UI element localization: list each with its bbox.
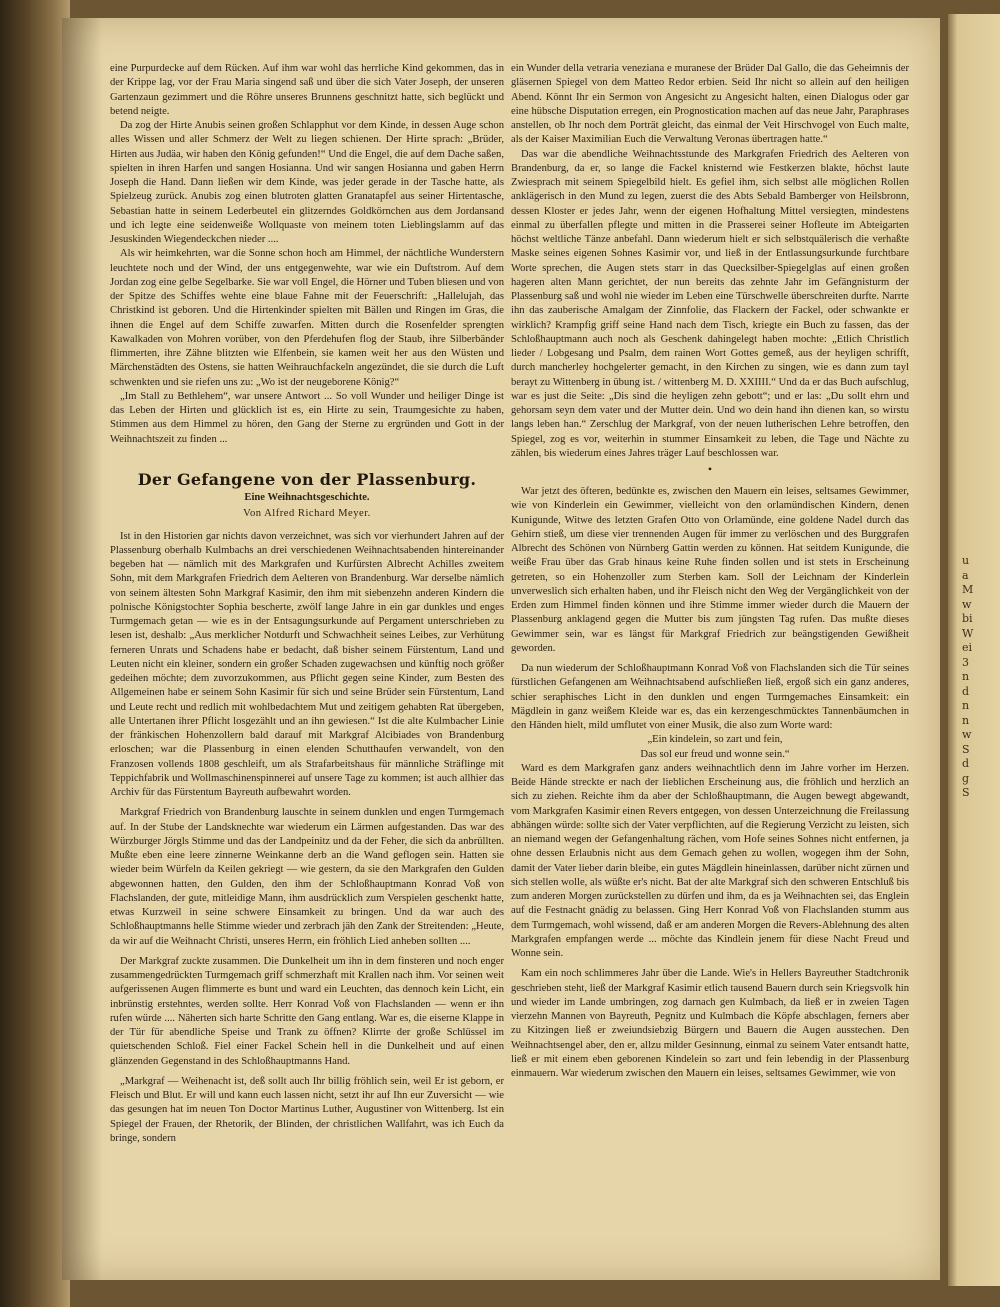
poem [511, 733, 909, 762]
adjacent-page-edge [948, 14, 1000, 1286]
paragraph: Da zog der Hirte Anubis seinen großen Schlapphut vor dem Kinde, in dessen Auge schon alles Wissen und aller Schmerz der Welt zu liegen schienen. Der Hirte sprach: „Brüder, Hirten aus Judäa, wir haben den König gefunden!“ Und die Engel, die auf dem Dache saßen, spielten in ihren Harfen und sangen Hosianna. Und wir sangen Hosianna und gaben Herrn Joseph die Hand. Dann ließen wir dem Kinde, was jeder gerade in der Tasche hatte, als Spielzeug zurück. Anubis zog einen blutroten glatten Granatapfel aus seiner Hirtentasche, Sebastian hatte in seinem Lederbeutel ein glitzerndes Goldkörnchen aus dem Jordansand und ich legte eine seidenweiße Wollquaste von meinem toten Lieblingslamm auf das Jesuskinden Wiegendeckchen nieder .... [110, 120, 504, 245]
edge-fragment: u [962, 554, 970, 567]
paragraph: „Markgraf — Weihenacht ist, deß sollt auch Ihr billig fröhlich sein, weil Er ist geborn, er Fleisch und Blut. Er will und kann euch lassen nicht, setzt ihr auf Ihn eur Zuversicht — wie das gesungen hat im neuen Ton Doctor Martinus Luther, Augustiner von Wittenberg. Ist ein Spiegel der Frauen, der Rhetorik, der Blinden, der christlichen Wallfahrt, was ich Euch da bringe, sondern [110, 1075, 504, 1144]
poem-line: Das sol eur freud und wonne sein.“ [640, 748, 790, 760]
edge-fragment: S [962, 742, 970, 756]
edge-fragment: S [962, 786, 970, 799]
edge-fragment: g [962, 771, 970, 785]
paragraph: „Im Stall zu Bethlehem“, war unsere Antwort ... So voll Wunder und heiliger Dinge ist das Leben der Hirten und glücklich ist es, ein Hirte zu sein, Traumgesichte zu haben, Stimmen aus dem Himmel zu hören, den Gang der Sterne zu ergründen und Gott in der Weihnachtszeit zu finden ... [110, 390, 504, 445]
story-author: Von Alfred Richard Meyer. [243, 508, 371, 520]
paragraph: ein Wunder della vetraria veneziana e muranese der Brüder Dal Gallo, die das Geheimnis der gläsernen Spiegel von dem Matteo Redor erbien. Seid Ihr nicht so allein auf den heiligen Abend. Könnt Ihr ein Sermon von Angesicht zu Angesicht halten, einen Dialogus oder gar eine hübsche Disputation erregen, ein Prognostication machen auf das neue Jahr, Paraphrases anstellen, ob Ihr noch dem Porträt gleicht, das einmal der Veit Hirschvogel von Euch malte, als der Kaiser Maximilian Euch die Verwaltung Veronas übertragen hatte.“ [511, 63, 909, 146]
paragraph: Ist in den Historien gar nichts davon verzeichnet, was sich vor vierhundert Jahren auf der Plassenburg oberhalb Kulmbachs an drei verschiedenen Weihnachtsabenden hintereinander begeben hat — nämlich mit des Markgrafen und Kurfürsten Albrecht Achilles zweitem Sohn, mit dem Markgrafen Friedrich dem Aelteren von Brandenburg. War derselbe nämlich von seinem ältesten Sohn Markgraf Kasimir, den ihm mit siebenzehn anderen Kindern die polnische Königstochter Sophia bescherte, zwölf lange Jahre in ein gar dunkles und enges Turmgemach getan — wie es in der Entsagungsurkunde auf Pergament unterschrieben zu lesen ist, deshalb: „Aus merklicher Notdurft und Schwachheit seines Leibes, zur Verhütung ferneren Unrats und Schadens habe er bedacht, daß bisher seinem Fürstentum, Land und Leuten nicht ein kleiner, sondern ein großer Schaden zugewachsen und künftig noch größer gedeihen möchte; dem zuvorzukommen, aus Pflicht gegen seine Kinder, zum Besten des Allgemeinen habe er seinem Sohn Kasimir für sich und seine Brüder sein Fürstentum, Land und Leute recht und redlich mit wohlbedachtem Mut und zeitigem gehabten Rat übergeben, alle Untertanen ihrer Pflicht losgezählt und an ihn gewiesen.“ Ist die alte Kulmbacher Linie der fränkischen Hohenzollern bald darauf mit Markgraf Alcibiades von Brandenburg erloschen; war die Plassenburg in einen elenden Schutthaufen verwandelt, von den Franzosen vollends 1808 geschleift, um als Strafarbeitshaus für männliche Sträflinge mit Teppichfabrik und Wollmaschinenspinnerei auf unsere Tage zu kommen; ist auch allhier das Archiv für das Fürstentum Bayreuth aufbewahrt worden. [110, 530, 504, 798]
edge-fragment: n [962, 713, 970, 727]
right-text-part-1 [511, 62, 909, 461]
edge-fragment: 3 [962, 655, 969, 669]
story-subtitle: Eine Weihnachtsgeschichte. [244, 492, 370, 503]
paragraph: Als wir heimkehrten, war die Sonne schon hoch am Himmel, der nächtliche Wunderstern leuchtete noch und der Wind, der uns entgegenwehte, war wie ein Duftstrom. Auf dem Jordan zog eine gelbe Segelbarke. Sie war voll Engel, die Hörner und Tuben bliesen und von der Spitze des Schiffes wehte eine blaue Fahne mit der Feuerschrift: „Hallelujah, das Christkind ist geboren. Und die Hirtenkinder spielten mit Bällen und Ringen im Gras, die ihnen die Engel auf dem Schiffe zuwarfen. Mitten durch die Rosenfelder sprengten Kawalkaden von Mohren vorüber, von den Pferdehufen flog der Staub, ihre Silberbänder flimmerten, ihre Zähne blitzten wie Elfenbein, sie kamen weit her aus den Wüsten und Märchenstädten des Ostens, sie hatten Weihrauchfackeln angezündet, die sie durch die Luft schwenkten und sie riefen uns zu: „Wo ist der neugeborene König?“ [110, 248, 504, 388]
paragraph: War jetzt des öfteren, bedünkte es, zwischen den Mauern ein leises, seltsames Gewimmer, wie von Kinderlein ein Gewimmer, vielleicht von den orlamündischen Kindern, denen Kunigunde, Witwe des letzten Grafen Otto von Orlamünde, eine goldene Nadel durch das Gehirn stieß, um diese vier trennenden Augen für immer zu verlöschen und des Burggrafen Albrecht des Schönen von Nürnberg Gattin werden zu können. Hat seitdem Kunigunde, die weiße Frau über das Grab hinaus keine Ruhe finden sollen und ist stets in Erscheinung getreten, so ein Hohenzoller zum Sterben kam. Soll der Leichnam der Kinderlein unverweslich sich erhalten haben, und ihr Fleisch nicht den Weg der Vergänglichkeit von der Erden zum Himmel finden können und ihre Stimme immer wieder durch die Mauern der Plassenburg anklagend gegen die Mutter bis zum jüngsten Tag rufen. Das mußte dieses Gewimmer sein, war es längst für Markgraf Friedrich zur beängstigenden Gewißheit geworden. [511, 486, 909, 654]
intro-text [110, 62, 504, 447]
paragraph: Der Markgraf zuckte zusammen. Die Dunkelheit um ihn in dem finsteren und noch enger zusammengedrückten Turmgemach griff schmerzhaft mit Krallen nach ihm. Vor seinen weit aufgerissenen Augen flimmerte es bunt und ward ein Leuchten, das dennoch kein Licht, ein inbrünstig erstehntes, werden sollte. Herr Konrad Voß von Flachslanden — wenn er ihn rufen würde .... Näherten sich harte Schritte den Gang entlang. War es, die eiserne Klappe in der Tür für abendliche Speise und Trank zu öffnen? Klirrte der große Schlüssel im quietschenden Schloß. Fiel einer Fackel Schein hell in die Dunkelheit und auf einen glänzenden Gegenstand in des Schloßhauptmanns Hand. [110, 955, 504, 1067]
edge-fragment: W [962, 626, 974, 640]
edge-fragment: d [962, 757, 970, 770]
paragraph: Markgraf Friedrich von Brandenburg lauschte in seinem dunklen und engen Turmgemach auf. In der Stube der Landsknechte war wiederum ein Lärmen aufgestanden. Das war des Würzburger Jörgls Stimme und das der Landpeinitz und da der Feher, die sich da anbrüllten. Mußte eben eine leere zinnerne Weinkanne derb an die Wand geflogen sein. Hatten sie wieder beim Würfeln da Keilen gekriegt — wie gestern, da sie den Markgrafen den Gulden abgewonnen hatten, den Gulden, den ihm der Schloßhauptmann Konrad Voß von Flachslanden, der gute, mitleidige Mann, ihm ausdrücklich zum Verspielen geschenkt hatte, etwas Kurzweil in seine schwere Einsamkeit zu bringen. Und da war auch des Schloßhauptmanns helle Stimme wieder und zerbrach jäh den Zank der Streitenden: „Heute, da wir auf die Weihnacht Christi, unseres Herrn, ein fröhlich Lied anheben sollten .... [110, 807, 504, 947]
edge-fragment: w [962, 597, 972, 611]
edge-fragment: a [962, 568, 969, 582]
paragraph: Da nun wiederum der Schloßhauptmann Konrad Voß von Flachslanden sich die Tür seines fürstlichen Gefangenen am Weihnachtsabend aufschließen ließ, ergoß sich ein ganz anderes, schier seraphisches Licht in den dunklen und engen Turmgemaches Einsamkeit: ein Mägdlein in ganz weißem Kleide war es, das ein kerzengeschmücktes Tannenbäumchen in den Händen hielt, mild umflutet von einer Musik, die also zum Worte ward: [511, 663, 909, 731]
edge-fragment: n [962, 670, 970, 683]
edge-fragment: d [962, 684, 970, 698]
paragraph: eine Purpurdecke auf dem Rücken. Auf ihm war wohl das herrliche Kind gekommen, das in der Krippe lag, vor der Frau Maria singend saß und über die sich Vater Joseph, der unseren Gartenzaun gezimmert und die Röhre unseres Brunnens geschnitzt hatte, sich beglückt und betend neigte. [110, 63, 504, 117]
left-column [110, 62, 504, 1146]
edge-fragment: n [962, 699, 970, 712]
section-separator: • [707, 462, 713, 476]
paragraph: Das war die abendliche Weihnachtsstunde des Markgrafen Friedrich des Aelteren von Brandenburg, da er, so lange die Fackel knisternd wie Festkerzen blakte, höchst laute Zwiesprach mit seinem Spiegelbild hielt. Es gefiel ihm, sich selbst alle möglichen Rollen anklägerisch in den Mund zu legen, zuerst die des Abts Sebald Bamberger von Heilsbronn, dessen Kloster er jedes Jahr, wenn der eigenen Hofhaltung Mittel versiegten, mindestens einmal zu überfallen pflegte und mitten in die Prasserei seiner Hofleute im Abteigarten höchst weltliche Tänze anbefahl. Dann wiederum hielt er sich selbstquälerisch die verhaßte Maske seines eigenen Sohnes Kasimir vor, und ließ in der Entlassungsurkunde furchtbare Worte sprechen, die Augen stets starr in das Quecksilber-Spiegelglas auf einen großen hageren alten Mann gerichtet, der nun bereits das zehnte Jahr im Gefängnisturm der Plassenburg saß und wohl nie wieder im Leben eine Türschwelle überschreiten durfte. Narrte ihn das zauberische Amalgam der Zinnfolie, das Flackern der Fackel, oder schwankte er wirklich? Krampfig griff seine Hand nach dem Tisch, kriegte ein Buch zu fassen, das der Schloßhauptmann auch noch als Geschenk dahingelegt haben mochte: „Etlich Christlich lieder / Lobgesang und Psalm, dem rainen Wort Gottes gemeß, aus der heyligen schrifft, durch mancherley hochgelerter gemacht, in den Kirchen zu singen, wie es dann zum tayl berayt zu Wittenberg in übung ist. / wittenberg M. D. XXIIII.“ Und da er das Buch aufschlug, war es just die Seite: „Dis sind die heyligen zehn gebott“; und er las: „Du sollt ehrn und gehorsam seyn dem vater und der Mutter dein. Und wo dein hand ihn dienen kan, so wirstu langs leben han.“ Zerschlug der Markgraf, von der neuen lutherischen Lehre betroffen, den Spiegel, zog es vor, weiterhin in stummer Einsamkeit zu leben, die Tage und Nächte zu zählen, bis wiederum eines Jahres träger Lauf beschlossen war. [511, 148, 909, 459]
paragraph: Ward es dem Markgrafen ganz anders weihnachtlich denn im Jahre vorher im Herzen. Beide Hände streckte er nach der lieblichen Erscheinung aus, die fröhlich und herzlich an sich zu ziehen. Reichte ihm da aber der Schloßhauptmann, die Augen bewegt abgewandt, vom Markgrafen Kasimir einen Revers entgegen, von dessen Unterzeichnung die Freilassung abhängen würde: sollte sich der Vater verpflichten, auf die Regierung Verzicht zu leisten, sich an niemand wegen der Gefangenhaltung rächen, vom Hofe seines Sohnes nicht entfernen, ja ohne dessen Erlaubnis nicht aus dem Gemach gehen zu wollen, wogegen ihm der Sohn, damit der Vater lieber darin bleibe, ein gutes Mägdlein hineinlassen, darüber nicht zürnen und sich stellen wolle, als wüßte er's nicht. Bat der alte Markgraf sich den schweren Entschluß bis zum anderen Morgen zurückstellen zu dürfen und ihm, da es ja Weihnachten sei, das Englein auf die Festnacht gnädig zu belassen. Ging Herr Konrad Voß von Flachslanden stumm aus dem Turmgemach, wohl wissend, daß er am anderen Morgen die Revers-Ablehnung des alten Markgrafen empfangen werde ... möchte das Kindlein jenem für diese Nacht Freud und Wonne sein. [511, 762, 909, 959]
gutter-shadow [62, 18, 102, 1280]
edge-fragment: bi [962, 612, 973, 625]
book-spine [0, 0, 70, 1307]
story-text [110, 530, 504, 1147]
right-text-part-3 [511, 762, 909, 1082]
paragraph: Kam ein noch schlimmeres Jahr über die Lande. Wie's in Hellers Bayreuther Stadtchronik geschrieben steht, ließ der Markgraf Kasimir etlich tausend Bauern durch sein Kriegsvolk hin und wieder im Lande umbringen, zog darnach gen Kulmbach, da ließ er in zweien Tagen vierzehn Mannen von Bayreuth, Pegnitz und Kulmbach die Köpfe abschlagen, ferners aber zu Kitzingen ließ er zweiundsiebzig Bürgern und Bauern die Augen ausstechen. Den Weihnachtsengel aber, den er, allzu milder Gesinnung, einmal zu seinem Vater entsandt hatte, ließ er mit einem eben geborenen Kindelein so zart und fein lebendig in der Plassenburg einmauern. War wiederum zwischen den Mauern ein leises, seltsames Gewimmer, wie von [511, 968, 909, 1079]
edge-fragment: w [962, 728, 972, 741]
adjacent-page-text [962, 554, 1000, 801]
right-text-part-2 [511, 485, 909, 733]
edge-fragment: ei [962, 641, 973, 654]
story-title: Der Gefangene von der Plassenburg. [137, 469, 477, 489]
edge-fragment: M [962, 583, 974, 596]
right-column [511, 62, 909, 1081]
poem-line: „Ein kindelein, so zart und fein, [647, 734, 783, 746]
